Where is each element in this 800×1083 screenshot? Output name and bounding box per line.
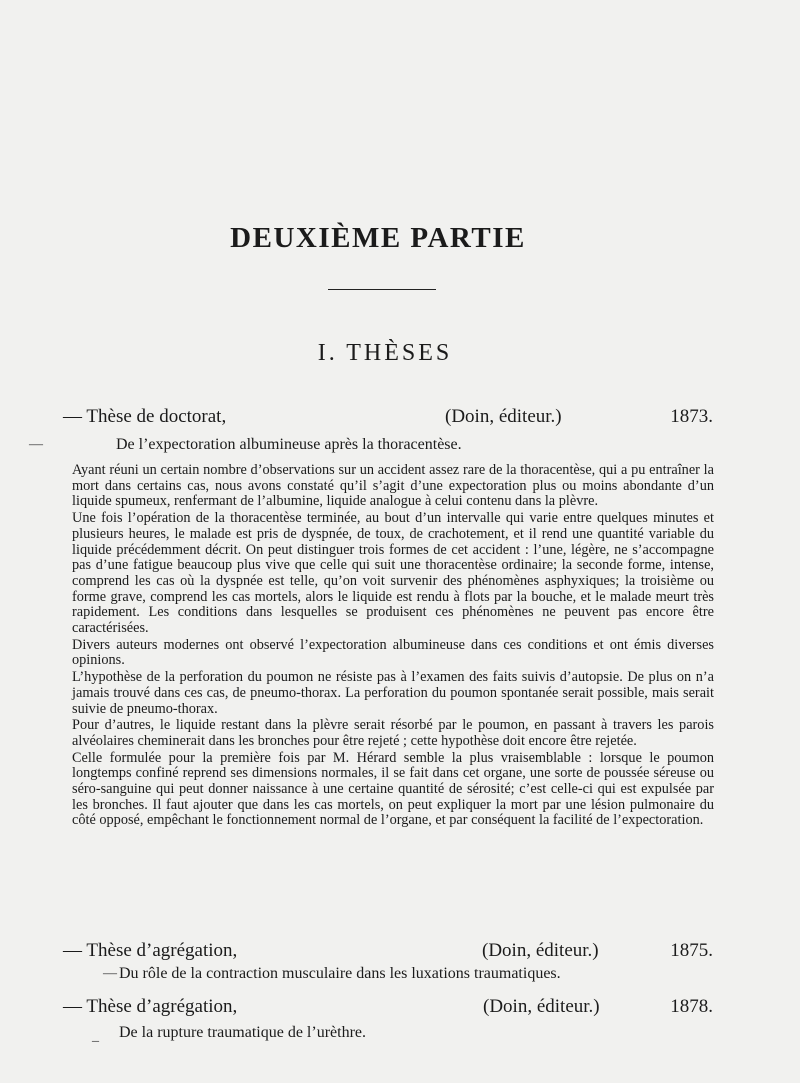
- title-divider: [328, 289, 436, 290]
- thesis-year: 1873.: [670, 406, 713, 427]
- thesis-subject: De la rupture traumatique de l’urèthre.: [119, 1024, 366, 1041]
- thesis-entry-agregation-1878: [63, 996, 713, 1024]
- thesis-publisher: (Doin, éditeur.): [445, 406, 562, 427]
- thesis-entry-doctorat: [63, 406, 713, 434]
- margin-mark: _: [92, 1029, 99, 1044]
- summary-paragraph: L’hypothèse de la perforation du poumon ne résiste pas à l’examen des faits suivis d’autopsie. De plus on n’a jamais trouvé dans ces cas, de pneumo-thorax. La perforation du poumon spontanée serait possible, mais serait suivie de pneumo-thorax.: [72, 669, 714, 717]
- part-title: DEUXIÈME PARTIE: [230, 222, 526, 254]
- summary-paragraph: Ayant réuni un certain nombre d’observations sur un accident assez rare de la thoracentèse, qui a pu entraîner la mort dans certains cas, nous avons constaté qu’il s’agit d’une expectoration plus ou moins abondante d’un liquide spumeux, renfermant de l’albumine, liquide analogue à celui contenu dans la plèvre.: [72, 462, 714, 510]
- thesis-label: — Thèse d’agrégation,: [63, 940, 238, 961]
- summary-paragraph: Pour d’autres, le liquide restant dans la plèvre serait résorbé par le poumon, en passant à travers les parois alvéolaires cheminerait dans les bronches pour être rejeté ; cette hypothèse doit encore être rejetée.: [72, 717, 714, 749]
- thesis-entry-agregation-1875: [63, 940, 713, 968]
- thesis-label: — Thèse de doctorat,: [63, 406, 227, 427]
- margin-mark: —: [103, 966, 117, 981]
- thesis-label: — Thèse d’agrégation,: [63, 996, 238, 1017]
- summary-paragraph: Divers auteurs modernes ont observé l’expectoration albumineuse dans ces conditions et ont émis diverses opinions.: [72, 636, 714, 669]
- section-title: I. THÈSES: [317, 340, 453, 366]
- thesis-year: 1878.: [670, 996, 713, 1017]
- thesis-publisher: (Doin, éditeur.): [483, 996, 600, 1017]
- thesis-subject: De l’expectoration albumineuse après la thoracentèse.: [116, 436, 462, 453]
- margin-mark: —: [29, 437, 43, 452]
- thesis-year: 1875.: [670, 940, 713, 961]
- thesis-publisher: (Doin, éditeur.): [482, 940, 599, 961]
- thesis-subject: Du rôle de la contraction musculaire dans les luxations traumatiques.: [119, 965, 561, 982]
- summary-paragraph: Une fois l’opération de la thoracentèse terminée, au bout d’un intervalle qui varie entre quelques minutes et plusieurs heures, le malade est pris de dyspnée, de toux, de crachotement, et il rend une quantité variable du liquide précédemment décrit. On peut distinguer trois formes de cet accident : l’une, légère, ne s’accompagne pas d’une fatigue beaucoup plus vive que celle qui suit une thoracentèse ordinaire; la seconde forme, intense, comprend les cas où la dyspnée est telle, qu’on voit survenir des phénomènes asphyxiques; la troisième ou forme grave, comprend les cas mortels, alors le liquide est rendu à flots par la bouche, et le malade meurt très rapidement. Les conditions dans lesquelles se produisent ces phénomènes ne peuvent pas encore être caractérisées.: [72, 510, 714, 637]
- thesis-summary: [72, 463, 714, 829]
- summary-paragraph: Celle formulée pour la première fois par M. Hérard semble la plus vraisemblable : lorsque le poumon longtemps confiné reprend ses dimensions normales, il se fait dans cet organe, une sorte de poussée séreuse ou séro-sanguine qui peut donner naissance à une certaine quantité de sérosité; c’est celle-ci qui est expulsée par les bronches. Il faut ajouter que dans les cas mortels, on peut expliquer la mort par une lésion pulmonaire du côté opposé, empêchant le fonctionnement normal de l’organe, et par conséquent la facilité de l’expectoration.: [72, 749, 714, 829]
